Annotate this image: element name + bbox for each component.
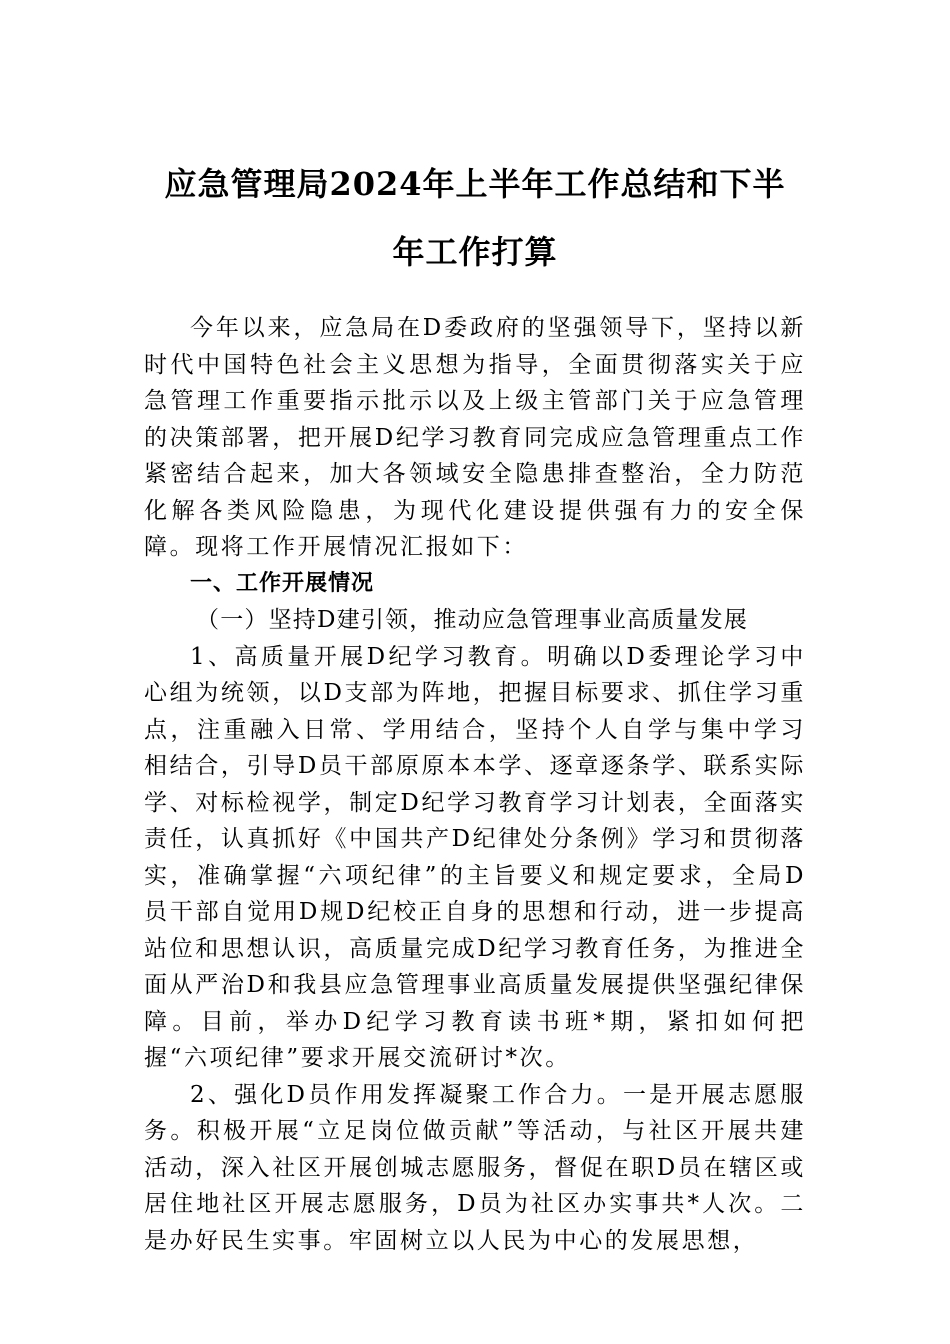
document-title <box>144 150 806 286</box>
item-paragraph-2: 2、强化D员作用发挥凝聚工作合力。一是开展志愿服务。积极开展“立足岗位做贡献”等活动，与社区开展共建活动，深入社区开展创城志愿服务，督促在职D员在辖区或居住地社区开展志愿服务，D员为社区办实事共*人次。二是办好民生实事。牢固树立以人民为中心的发展思想， <box>144 1081 806 1254</box>
intro-paragraph: 今年以来，应急局在D委政府的坚强领导下，坚持以新时代中国特色社会主义思想为指导，全面贯彻落实关于应急管理工作重要指示批示以及上级主管部门关于应急管理的决策部署，把开展D纪学习教育同完成应急管理重点工作紧密结合起来，加大各领域安全隐患排查整治，全力防范化解各类风险隐患，为现代化建设提供强有力的安全保障。现将工作开展情况汇报如下： <box>144 315 806 560</box>
subsection-heading-1: （一）坚持D建引领，推动应急管理事业高质量发展 <box>196 607 749 633</box>
item-paragraph-1: 1、高质量开展D纪学习教育。明确以D委理论学习中心组为统领，以D支部为阵地，把握目标要求、抓住学习重点，注重融入日常、学用结合，坚持个人自学与集中学习相结合，引导D员干部原原本本学、逐章逐条学、联系实际学、对标检视学，制定D纪学习教育学习计划表，全面落实责任，认真抓好《中国共产D纪律处分条例》学习和贯彻落实，准确掌握“六项纪律”的主旨要义和规定要求，全局D员干部自觉用D规D纪校正自身的思想和行动，进一步提高站位和思想认识，高质量完成D纪学习教育任务，为推进全面从严治D和我县应急管理事业高质量发展提供坚强纪律保障。目前，举办D纪学习教育读书班*期，紧扣如何把握“六项纪律”要求开展交流研讨*次。 <box>144 643 806 1071</box>
title-line-1: 应急管理局2024年上半年工作总结和下半 <box>164 165 786 203</box>
document-body <box>144 310 806 1259</box>
title-line-2: 年工作打算 <box>392 233 558 271</box>
section-heading-1: 一、工作开展情况 <box>190 570 375 596</box>
